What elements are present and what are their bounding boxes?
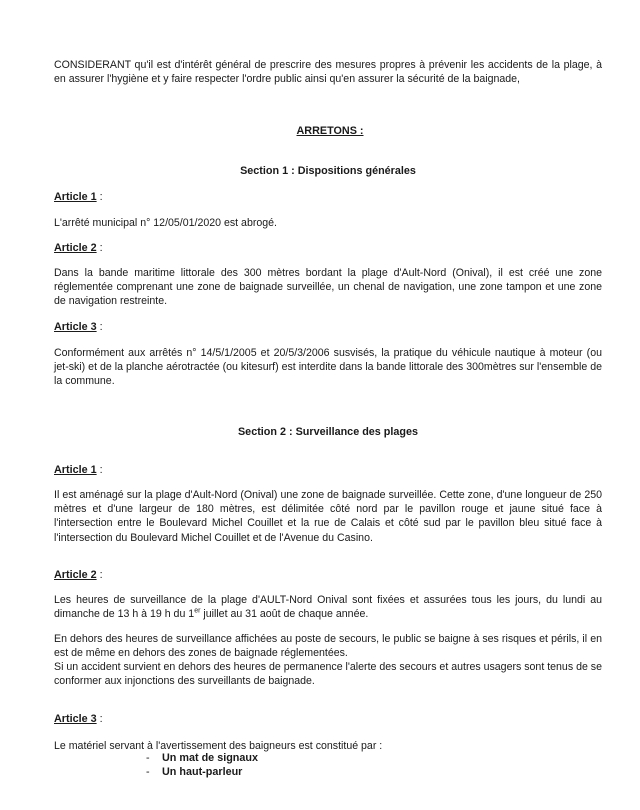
s1-article3-colon: : (96, 321, 103, 333)
s2-article1-label: Article 1 (54, 464, 97, 476)
arretons-heading (270, 124, 390, 138)
s2-article3-heading (54, 712, 103, 726)
list-item: - Un haut-parleur (146, 766, 258, 780)
section2-title: Section 2 : Surveillance des plages (237, 426, 419, 438)
s2-article1-colon: : (96, 464, 103, 476)
s2-article2-paragraph3: Si un accident survient en dehors des heures de permanence l'alerte des secours et autres usagers sont tenus de se conformer aux injonctions des surveillants de baignade. (54, 661, 602, 688)
s2-article1-heading (54, 463, 103, 477)
s2-article3-label: Article 3 (54, 713, 97, 725)
s2-article2-paragraph2: En dehors des heures de surveillance affichées au poste de secours, le public se baigne à ses risques et périls, il en est de même en dehors des zones de baignade réglementées. (54, 633, 602, 660)
equipment-list (146, 752, 258, 779)
considerant-paragraph: CONSIDERANT qu'il est d'intérêt général de prescrire des mesures propres à prévenir les accidents de la plage, à en assurer l'hygiène et y faire respecter l'ordre public ainsi qu'en assurer la sécurité de la baignade, (54, 59, 602, 86)
s1-article3-label: Article 3 (54, 321, 97, 333)
s2-article2-paragraph1 (54, 593, 602, 621)
arretons-text: ARRETONS : (296, 125, 364, 137)
s1-article2-text: Dans la bande maritime littorale des 300 mètres bordant la plage d'Ault-Nord (Onival), il est créé une zone réglementée comprenant une zone de baignade surveillée, un chenal de navigation, une zone tampon et une zone de navigation restreinte. (54, 267, 602, 308)
s2-article2-colon: : (96, 569, 103, 581)
s1-article1-text: L'arrêté municipal n° 12/05/01/2020 est abrogé. (54, 217, 277, 229)
s2-article2-label: Article 2 (54, 569, 97, 581)
s2-article2-p1-sup: er (194, 607, 201, 615)
s2-article1-text: Il est aménagé sur la plage d'Ault-Nord (Onival) une zone de baignade surveillée. Cette zone, d'une longueur de 250 mètres et d'une largeur de 180 mètres, est délimitée côté nord par le pavillon rouge et jaune situé face à l'intersection entre le Boulevard Michel Couillet et la rue de Calais et côté sud par le pavillon bleu situé face à l'intersection du Boulevard Michel Couillet et de l'Avenue du Casino. (54, 489, 602, 544)
s2-article2-p1-after: juillet au 31 août de chaque année. (200, 608, 369, 621)
s1-article2-heading (54, 241, 103, 255)
s1-article1-label: Article 1 (54, 191, 97, 203)
s2-article3-colon: : (96, 713, 103, 725)
list-item: - Un mat de signaux (146, 752, 258, 766)
s2-article2-p1-before: Les heures de surveillance de la plage d'AULT-Nord Onival sont fixées et assurées tous les jours, du lundi au dimanche de 13 h à 19 h du 1 (54, 594, 602, 621)
s2-article3-text: Le matériel servant à l'avertissement des baigneurs est constitué par : (54, 740, 383, 752)
s1-article3-text: Conformément aux arrêtés n° 14/5/1/2005 et 20/5/3/2006 susvisés, la pratique du véhicule nautique à moteur (ou jet-ski) et de la planche aérotractée (ou kitesurf) est interdite dans la bande littorale des 300mètres sur l'ensemble de la commune. (54, 347, 602, 388)
s1-article2-colon: : (96, 242, 103, 254)
s2-article2-heading (54, 568, 103, 582)
section1-title: Section 1 : Dispositions générales (240, 165, 416, 177)
s1-article1-heading (54, 190, 103, 204)
s1-article3-heading (54, 320, 103, 334)
s1-article1-colon: : (96, 191, 103, 203)
s1-article2-label: Article 2 (54, 242, 97, 254)
